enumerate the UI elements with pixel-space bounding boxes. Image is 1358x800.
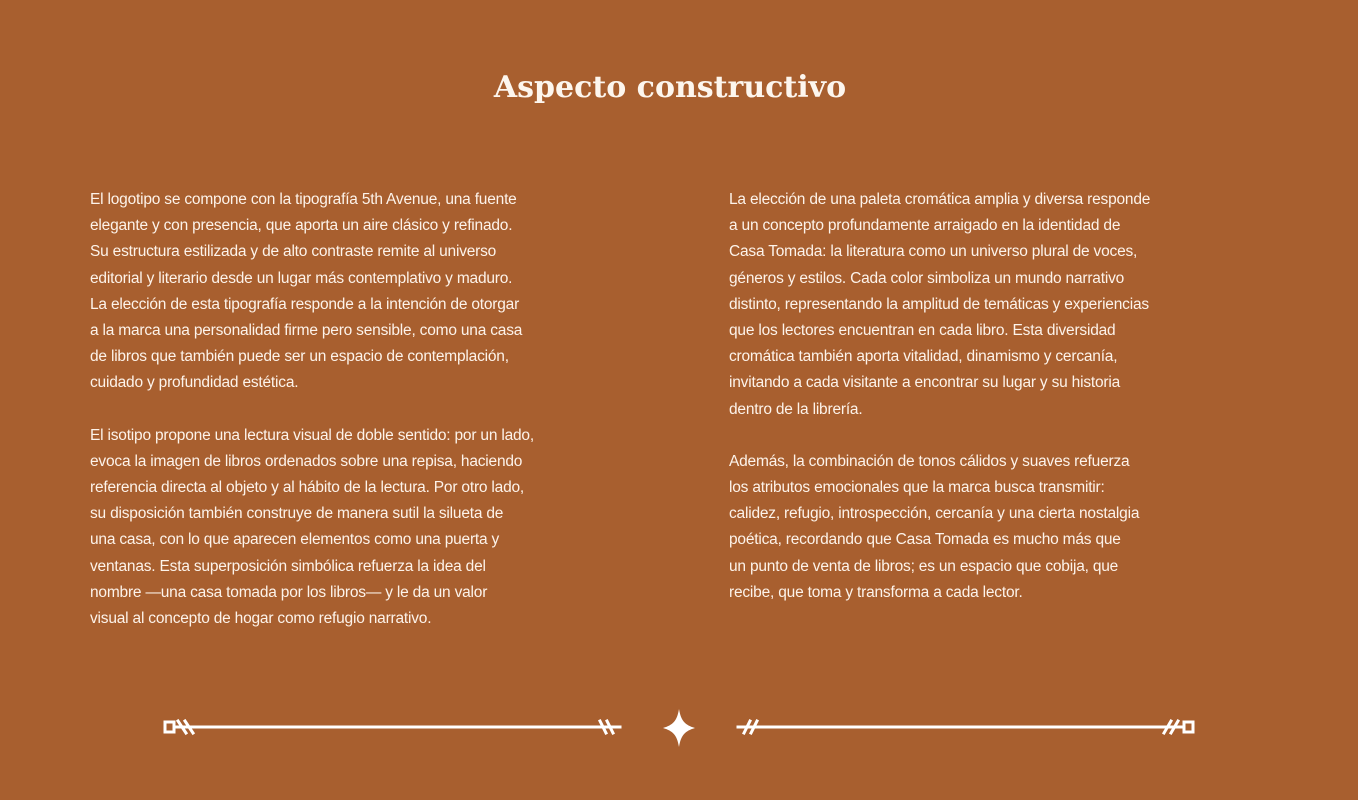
arrow-divider-right-icon [738, 721, 1193, 733]
arrow-divider-left-icon [165, 721, 620, 733]
page-title: Aspecto constructivo [493, 70, 847, 105]
logotype-paragraph: El logotipo se compone con la tipografía 5th Avenue, una fuente elegante y con presencia, que aporta un aire clásico y refinado. Su estructura estilizada y de alto contraste remite al universo editorial y literario desde un lugar más contemplativo y maduro. La elección de esta tipografía responde a la intención de otorgar a la marca una personalidad firme pero sensible, como una casa de libros que también puede ser un espacio de contemplación, cuidado y profundidad estética. [90, 191, 523, 392]
isotype-paragraph: El isotipo propone una lectura visual de doble sentido: por un lado, evoca la imagen de libros ordenados sobre una repisa, haciendo referencia directa al objeto y al hábito de la lectura. Por otro lado, su disposición también construye de manera sutil la silueta de una casa, con lo que aparecen elementos como una puerta y ventanas. Esta superposición simbólica refuerza la idea del nombre —una casa tomada por los libros— y le da un valor visual al concepto de hogar como refugio narrativo. [90, 426, 534, 628]
warm-tones-paragraph: Además, la combinación de tonos cálidos y suaves refuerza los atributos emocionales que la marca busca transmitir: calidez, refugio, introspección, cercanía y una cierta nostalgia poética, recordando que Casa Tomada es mucho más que un punto de venta de libros; es un espacio que cobija, que recibe, que toma y transforma a cada lector. [729, 452, 1140, 601]
left-column [90, 187, 565, 658]
four-point-star-icon [663, 709, 695, 747]
palette-paragraph: La elección de una paleta cromática amplia y diversa responde a un concepto profundamente arraigado en la identidad de Casa Tomada: la literatura como un universo plural de voces, géneros y estilos. Cada color simboliza un mundo narrativo distinto, representando la amplitud de temáticas y experiencias que los lectores encuentran en cada libro. Esta diversidad cromática también aporta vitalidad, dinamismo y cercanía, invitando a cada visitante a encontrar su lugar y su historia dentro de la librería. [729, 191, 1151, 418]
decorative-divider [0, 700, 1358, 760]
right-column [729, 187, 1189, 632]
